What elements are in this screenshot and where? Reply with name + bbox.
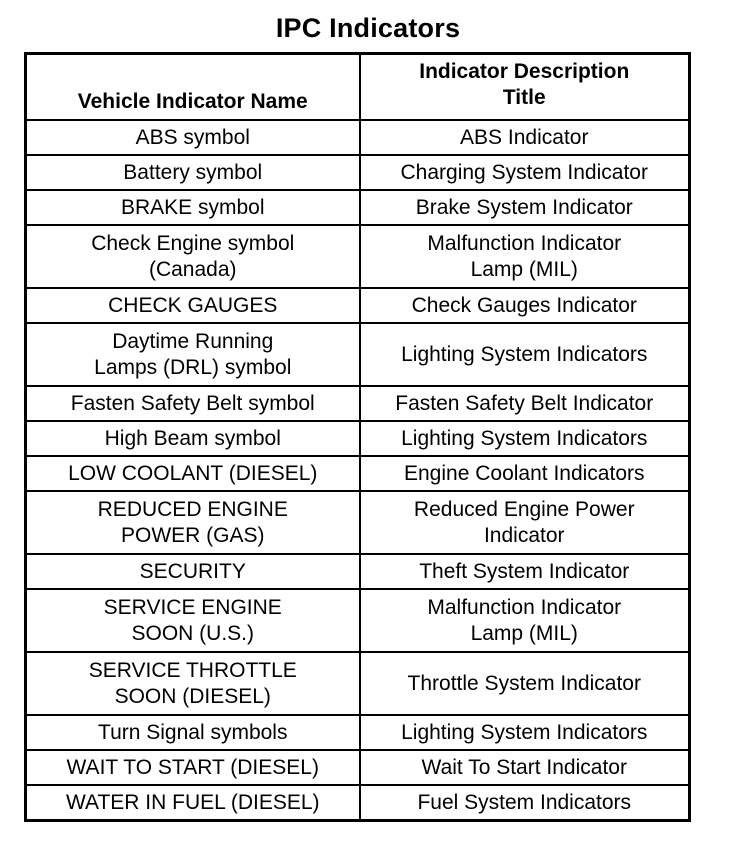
vehicle-indicator-name-cell: WATER IN FUEL (DIESEL): [26, 785, 360, 821]
vehicle-indicator-name-cell: High Beam symbol: [26, 421, 360, 456]
table-row: [26, 386, 690, 421]
indicator-description-cell: Fasten Safety Belt Indicator: [360, 386, 690, 421]
vehicle-indicator-name-cell: LOW COOLANT (DIESEL): [26, 456, 360, 491]
vehicle-indicator-name-cell: Battery symbol: [26, 155, 360, 190]
indicator-description-cell: Lighting System Indicators: [360, 715, 690, 750]
vehicle-indicator-name-cell: SERVICE ENGINE SOON (U.S.): [26, 589, 360, 652]
indicator-description-cell: Wait To Start Indicator: [360, 750, 690, 785]
table-row: [26, 554, 690, 589]
indicator-description-cell: Malfunction Indicator Lamp (MIL): [360, 589, 690, 652]
vehicle-indicator-name-cell: CHECK GAUGES: [26, 288, 360, 323]
indicator-description-cell: Check Gauges Indicator: [360, 288, 690, 323]
table-row: [26, 323, 690, 386]
table-row: [26, 190, 690, 225]
indicator-description-cell: Malfunction Indicator Lamp (MIL): [360, 225, 690, 288]
table-row: [26, 589, 690, 652]
table-row: [26, 225, 690, 288]
vehicle-indicator-name-cell: WAIT TO START (DIESEL): [26, 750, 360, 785]
table-row: [26, 715, 690, 750]
indicator-description-cell: Brake System Indicator: [360, 190, 690, 225]
table-row: [26, 491, 690, 554]
column-header-indicator-description-title: Indicator Description Title: [360, 54, 690, 121]
indicator-description-cell: Reduced Engine Power Indicator: [360, 491, 690, 554]
ipc-indicators-table: [24, 52, 691, 822]
indicator-description-cell: Lighting System Indicators: [360, 421, 690, 456]
table-row: [26, 120, 690, 155]
table-row: [26, 421, 690, 456]
vehicle-indicator-name-cell: ABS symbol: [26, 120, 360, 155]
table-row: [26, 750, 690, 785]
vehicle-indicator-name-cell: BRAKE symbol: [26, 190, 360, 225]
vehicle-indicator-name-cell: REDUCED ENGINE POWER (GAS): [26, 491, 360, 554]
table-header-row: [26, 54, 690, 121]
table-row: [26, 456, 690, 491]
table-row: [26, 785, 690, 821]
column-header-vehicle-indicator-name: Vehicle Indicator Name: [26, 54, 360, 121]
table-row: [26, 155, 690, 190]
indicator-description-cell: ABS Indicator: [360, 120, 690, 155]
vehicle-indicator-name-cell: SECURITY: [26, 554, 360, 589]
table-row: [26, 288, 690, 323]
vehicle-indicator-name-cell: Turn Signal symbols: [26, 715, 360, 750]
table-row: [26, 652, 690, 715]
vehicle-indicator-name-cell: Check Engine symbol (Canada): [26, 225, 360, 288]
indicator-description-cell: Throttle System Indicator: [360, 652, 690, 715]
page-title: IPC Indicators: [275, 13, 461, 43]
indicator-description-cell: Charging System Indicator: [360, 155, 690, 190]
indicator-description-cell: Theft System Indicator: [360, 554, 690, 589]
vehicle-indicator-name-cell: Fasten Safety Belt symbol: [26, 386, 360, 421]
indicator-description-cell: Fuel System Indicators: [360, 785, 690, 821]
vehicle-indicator-name-cell: Daytime Running Lamps (DRL) symbol: [26, 323, 360, 386]
vehicle-indicator-name-cell: SERVICE THROTTLE SOON (DIESEL): [26, 652, 360, 715]
indicator-description-cell: Lighting System Indicators: [360, 323, 690, 386]
indicator-description-cell: Engine Coolant Indicators: [360, 456, 690, 491]
